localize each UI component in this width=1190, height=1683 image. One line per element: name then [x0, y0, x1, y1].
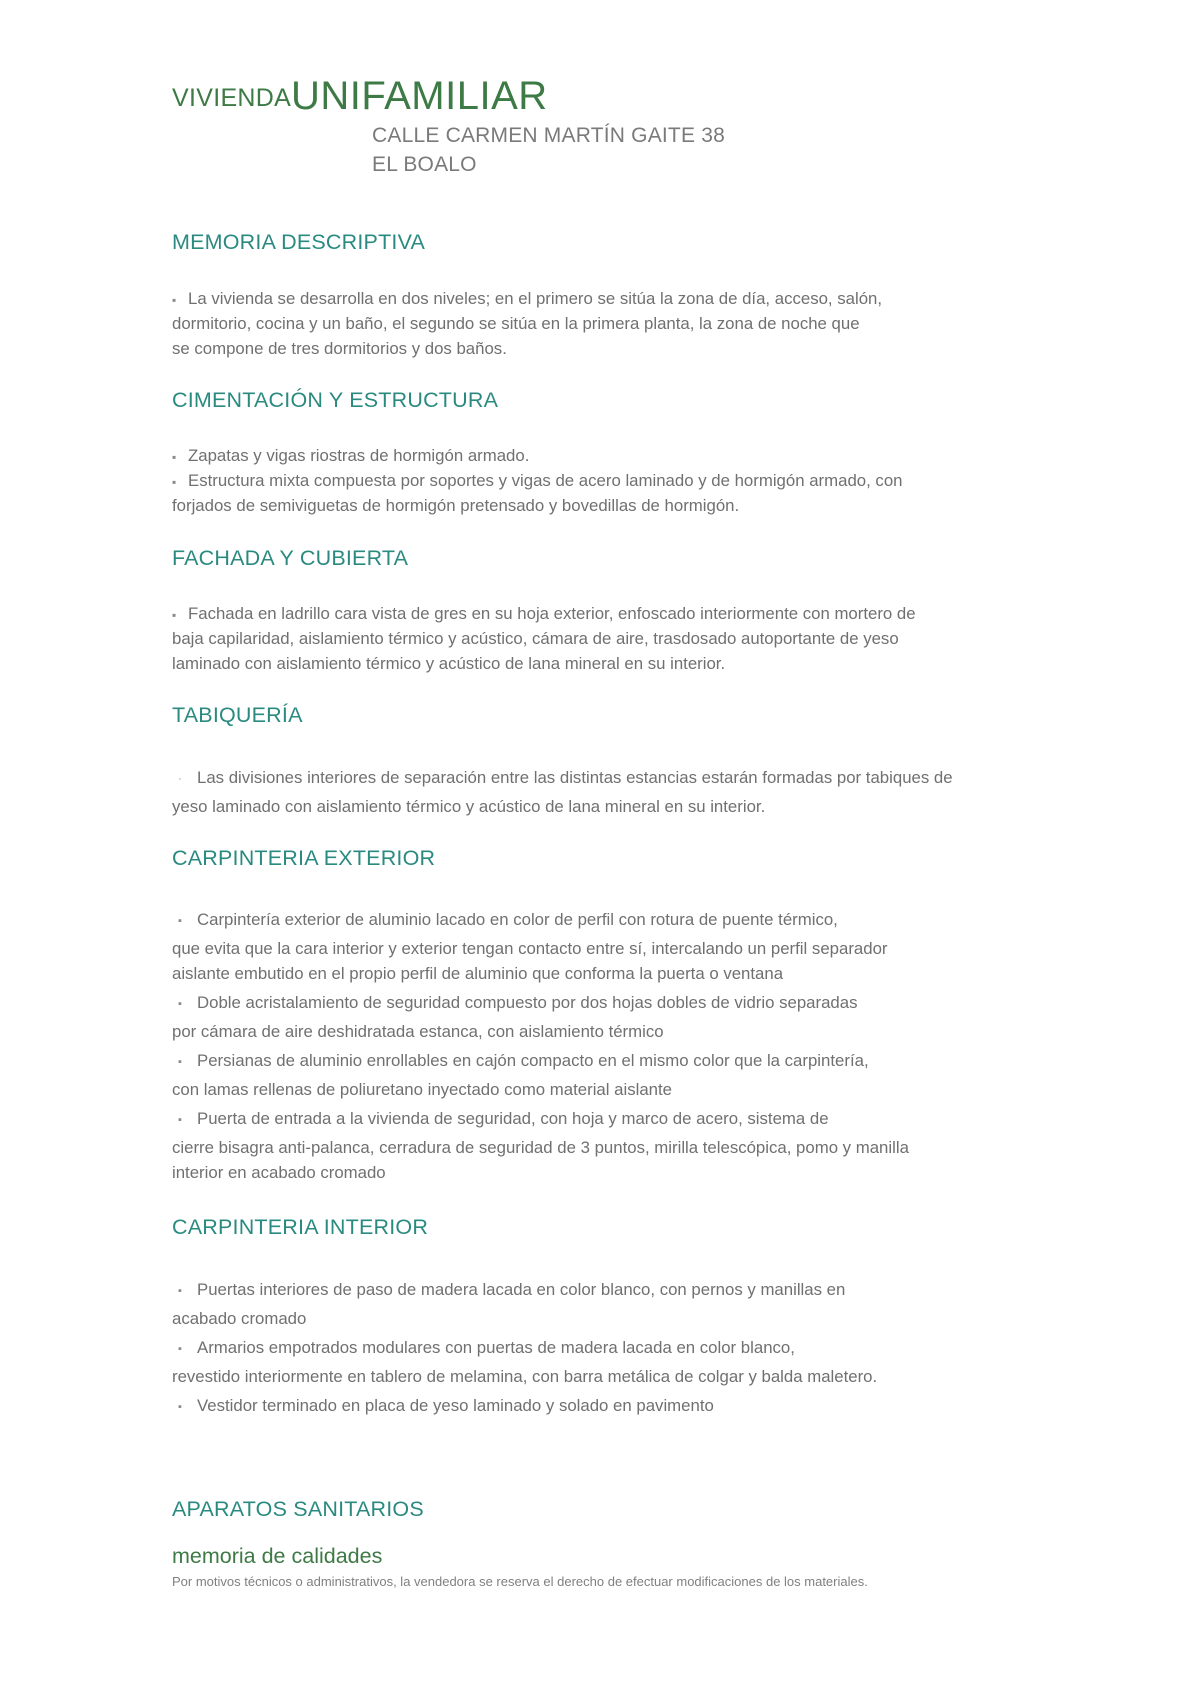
bullet-icon: ▪: [178, 1342, 182, 1355]
heading-carpinteria-interior: CARPINTERIA INTERIOR: [172, 1215, 429, 1239]
fachada-line-1: ▪ Fachada en ladrillo cara vista de gres en su hoja exterior, enfoscado interiormente con mortero de: [172, 604, 916, 623]
memoria-line-1: ▪ La vivienda se desarrolla en dos niveles; en el primero se sitúa la zona de día, acceso, salón,: [172, 289, 883, 308]
carp-int-line-2: acabado cromado: [172, 1309, 307, 1328]
cimentacion-line-2: ▪ Estructura mixta compuesta por soportes y vigas de acero laminado y de hormigón armado, con: [172, 471, 903, 490]
memoria-line-2: dormitorio, cocina y un baño, el segundo se sitúa en la primera planta, la zona de noche que: [172, 314, 860, 333]
carp-ext-line-1: ▪ Carpintería exterior de aluminio lacado en color de perfil con rotura de puente térmico,: [178, 910, 838, 929]
carp-ext-line-8: ▪ Puerta de entrada a la vivienda de seguridad, con hoja y marco de acero, sistema de: [178, 1109, 829, 1128]
carp-ext-line-4: ▪ Doble acristalamiento de seguridad compuesto por dos hojas dobles de vidrio separadas: [178, 993, 858, 1012]
bullet-icon: ▪: [172, 607, 177, 622]
bullet-icon: ▪: [178, 1400, 182, 1413]
tabiqueria-line-1: · Las divisiones interiores de separación entre las distintas estancias estarán formadas por tabiques de: [178, 768, 953, 787]
fachada-line-3: laminado con aislamiento térmico y acústico de lana mineral en su interior.: [172, 654, 726, 673]
footer-title: memoria de calidades: [172, 1544, 383, 1568]
heading-fachada-cubierta: FACHADA Y CUBIERTA: [172, 546, 409, 570]
heading-tabiqueria: TABIQUERÍA: [172, 703, 303, 727]
title-unifamiliar: UNIFAMILIAR: [291, 74, 548, 118]
carp-ext-line-9: cierre bisagra anti-palanca, cerradura de seguridad de 3 puntos, mirilla telescópica, pomo y manilla: [172, 1138, 909, 1157]
bullet-icon: ▪: [178, 1055, 182, 1068]
carp-int-line-1: ▪ Puertas interiores de paso de madera lacada en color blanco, con pernos y manillas en: [178, 1280, 846, 1299]
heading-carpinteria-exterior: CARPINTERIA EXTERIOR: [172, 846, 436, 870]
title-vivienda: VIVIENDA: [172, 84, 292, 112]
cimentacion-line-3: forjados de semiviguetas de hormigón pretensado y bovedillas de hormigón.: [172, 496, 740, 515]
bullet-icon: ▪: [178, 914, 182, 927]
carp-int-line-3: ▪ Armarios empotrados modulares con puertas de madera lacada en color blanco,: [178, 1338, 795, 1357]
bullet-icon: ·: [178, 772, 182, 785]
heading-aparatos-sanitarios: APARATOS SANITARIOS: [172, 1497, 424, 1521]
carp-ext-line-10: interior en acabado cromado: [172, 1163, 386, 1182]
address-town: EL BOALO: [372, 153, 477, 176]
fachada-line-2: baja capilaridad, aislamiento térmico y acústico, cámara de aire, trasdosado autoportante de yeso: [172, 629, 899, 648]
bullet-icon: ▪: [178, 1113, 182, 1126]
bullet-icon: ▪: [172, 474, 177, 489]
heading-memoria-descriptiva: MEMORIA DESCRIPTIVA: [172, 230, 426, 254]
address-street: CALLE CARMEN MARTÍN GAITE 38: [372, 124, 725, 147]
tabiqueria-line-2: yeso laminado con aislamiento térmico y acústico de lana mineral en su interior.: [172, 797, 766, 816]
cimentacion-line-1: ▪ Zapatas y vigas riostras de hormigón armado.: [172, 446, 530, 465]
carp-ext-line-5: por cámara de aire deshidratada estanca, con aislamiento térmico: [172, 1022, 664, 1041]
footer-disclaimer: Por motivos técnicos o administrativos, la vendedora se reserva el derecho de efectuar modificaciones de los materiales.: [172, 1574, 868, 1589]
carp-ext-line-3: aislante embutido en el propio perfil de aluminio que conforma la puerta o ventana: [172, 964, 784, 983]
memoria-line-3: se compone de tres dormitorios y dos baños.: [172, 339, 507, 358]
carp-ext-line-6: ▪ Persianas de aluminio enrollables en cajón compacto en el mismo color que la carpintería,: [178, 1051, 869, 1070]
carp-int-line-5: ▪ Vestidor terminado en placa de yeso laminado y solado en pavimento: [178, 1396, 714, 1415]
carp-ext-line-7: con lamas rellenas de poliuretano inyectado como material aislante: [172, 1080, 672, 1099]
heading-cimentacion-estructura: CIMENTACIÓN Y ESTRUCTURA: [172, 388, 499, 412]
bullet-icon: ▪: [172, 292, 177, 307]
carp-ext-line-2: que evita que la cara interior y exterior tengan contacto entre sí, intercalando un perfil separador: [172, 939, 888, 958]
bullet-icon: ▪: [172, 449, 177, 464]
bullet-icon: ▪: [178, 1284, 182, 1297]
bullet-icon: ▪: [178, 997, 182, 1010]
carp-int-line-4: revestido interiormente en tablero de melamina, con barra metálica de colgar y balda maletero.: [172, 1367, 878, 1386]
